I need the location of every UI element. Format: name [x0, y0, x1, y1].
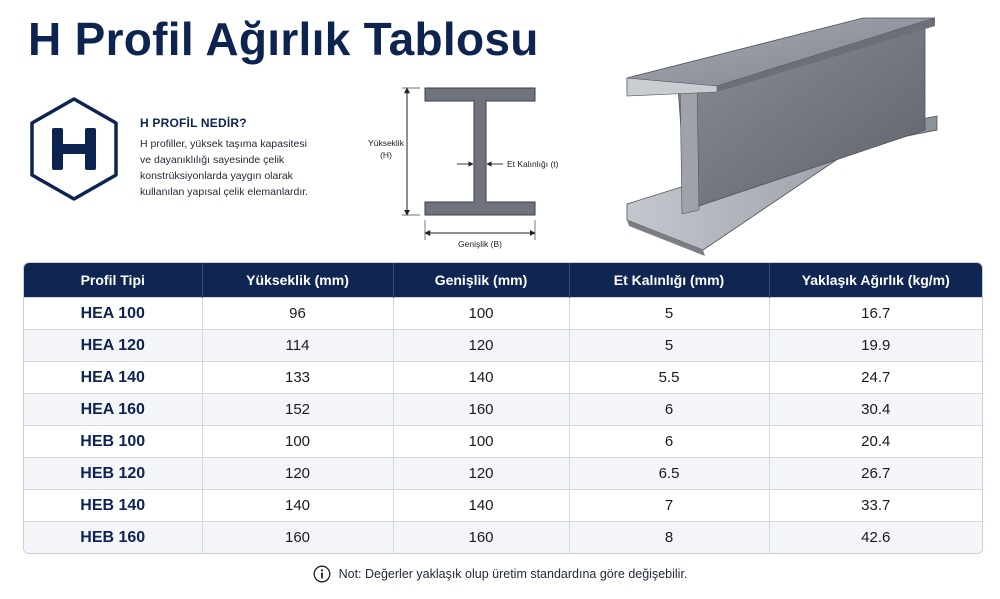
- table-row: [24, 522, 982, 554]
- cell-thickness: 8: [569, 522, 769, 554]
- cell-weight: 19.9: [769, 330, 982, 362]
- cell-height: 140: [202, 490, 393, 522]
- cell-width: 100: [393, 298, 569, 330]
- table-row: [24, 490, 982, 522]
- cell-weight: 33.7: [769, 490, 982, 522]
- header-width: Genişlik (mm): [393, 263, 569, 298]
- steel-beam-illustration: [625, 14, 955, 259]
- cell-weight: 42.6: [769, 522, 982, 554]
- info-heading: H PROFİL NEDİR?: [140, 116, 247, 130]
- cell-profile: HEA 160: [24, 394, 202, 426]
- cell-height: 120: [202, 458, 393, 490]
- cell-thickness: 5.5: [569, 362, 769, 394]
- info-circle-icon: [313, 565, 331, 583]
- cell-thickness: 7: [569, 490, 769, 522]
- header-thickness: Et Kalınlığı (mm): [569, 263, 769, 298]
- footnote: [0, 565, 1000, 586]
- cell-thickness: 5: [569, 298, 769, 330]
- table-row: [24, 426, 982, 458]
- info-text: [140, 136, 370, 200]
- width-label: Genişlik (B): [458, 239, 502, 249]
- table-row: [24, 298, 982, 330]
- cell-height: 96: [202, 298, 393, 330]
- cell-height: 160: [202, 522, 393, 554]
- footnote-text: Not: Değerler yaklaşık olup üretim standardına göre değişebilir.: [338, 567, 688, 581]
- cell-width: 100: [393, 426, 569, 458]
- header-height: Yükseklik (mm): [202, 263, 393, 298]
- cell-weight: 26.7: [769, 458, 982, 490]
- cell-profile: HEA 100: [24, 298, 202, 330]
- cell-profile: HEB 120: [24, 458, 202, 490]
- cell-profile: HEA 140: [24, 362, 202, 394]
- cell-width: 120: [393, 330, 569, 362]
- cell-weight: 20.4: [769, 426, 982, 458]
- cell-height: 133: [202, 362, 393, 394]
- cell-width: 140: [393, 362, 569, 394]
- header-weight: Yaklaşık Ağırlık (kg/m): [769, 263, 982, 298]
- cell-weight: 16.7: [769, 298, 982, 330]
- weight-table: [23, 262, 983, 554]
- info-line: ve dayanıklılığı sayesinde çelik: [140, 154, 285, 166]
- page-title: H Profil Ağırlık Tablosu: [28, 13, 539, 65]
- info-line: H profiller, yüksek taşıma kapasitesi: [140, 138, 307, 150]
- cell-thickness: 6.5: [569, 458, 769, 490]
- h-profile-diagram: [360, 80, 590, 255]
- h-section-shape: [425, 88, 535, 215]
- height-symbol: (H): [380, 150, 392, 160]
- cell-height: 152: [202, 394, 393, 426]
- table-row: [24, 330, 982, 362]
- cell-width: 120: [393, 458, 569, 490]
- cell-profile: HEB 100: [24, 426, 202, 458]
- height-label: Yükseklik: [368, 138, 404, 148]
- cell-weight: 30.4: [769, 394, 982, 426]
- cell-height: 100: [202, 426, 393, 458]
- cell-height: 114: [202, 330, 393, 362]
- header-profile-type: Profil Tipi: [24, 263, 202, 298]
- info-line: kullanılan yapısal çelik elemanlardır.: [140, 186, 309, 198]
- table-row: [24, 362, 982, 394]
- cell-thickness: 6: [569, 426, 769, 458]
- table-row: [24, 458, 982, 490]
- cell-weight: 24.7: [769, 362, 982, 394]
- cell-profile: HEB 140: [24, 490, 202, 522]
- cell-thickness: 6: [569, 394, 769, 426]
- cell-profile: HEB 160: [24, 522, 202, 554]
- h-profile-hex-icon: [28, 96, 120, 202]
- table-header-row: [24, 263, 982, 298]
- cell-width: 160: [393, 522, 569, 554]
- info-line: konstrüksiyonlarda yaygın olarak: [140, 170, 293, 182]
- info-panel: [140, 116, 370, 200]
- cell-thickness: 5: [569, 330, 769, 362]
- cell-width: 140: [393, 490, 569, 522]
- table-row: [24, 394, 982, 426]
- thickness-label: Et Kalınlığı (t): [507, 159, 559, 169]
- cell-width: 160: [393, 394, 569, 426]
- cell-profile: HEA 120: [24, 330, 202, 362]
